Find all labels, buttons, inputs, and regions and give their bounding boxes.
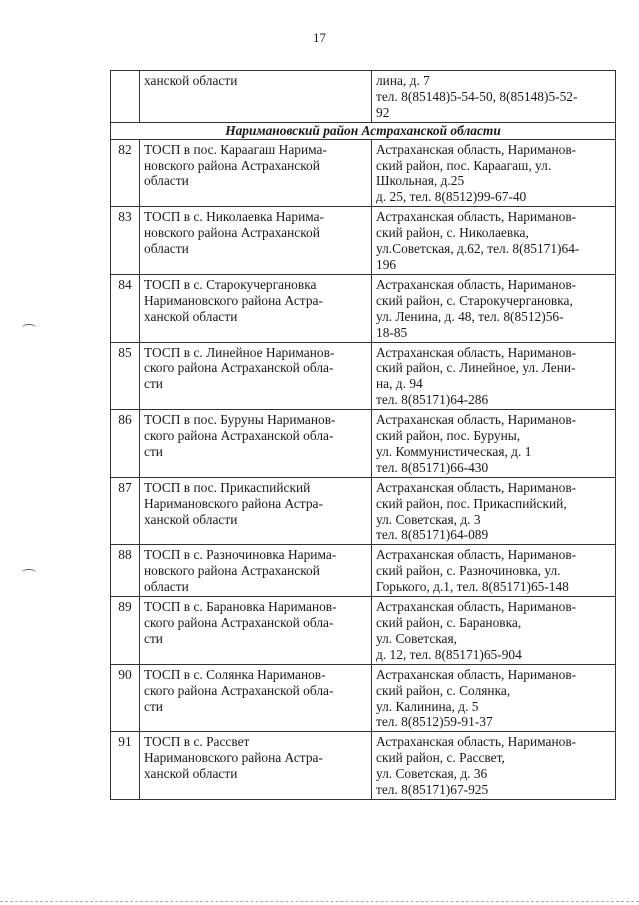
office-address-cell-line: лина, д. 7: [376, 73, 430, 88]
office-address-cell: [372, 71, 616, 123]
office-name-cell-line: ТОСП в с. Солянка Нариманов-: [144, 666, 326, 682]
office-address-cell-line: ул. Коммунистическая, д. 1: [376, 443, 532, 459]
table-row: [111, 545, 616, 597]
office-address-cell-line: д. 25, тел. 8(8512)99-67-40: [376, 189, 527, 205]
row-number-cell: 88: [111, 545, 140, 597]
scan-margin-mark: [22, 324, 36, 331]
office-name-cell: [140, 71, 372, 123]
section-heading-row: [111, 122, 616, 139]
office-address-cell-line: тел. 8(85171)64-286: [376, 392, 489, 408]
office-name-cell-line: ТОСП в с. Барановка Нариманов-: [144, 599, 337, 615]
office-address-cell-line: Астраханская область, Нариманов-: [376, 344, 577, 360]
office-address-cell-line: ский район, с. Рассвет,: [376, 750, 505, 766]
row-number-cell: [111, 71, 140, 123]
office-name-cell-line: ТОСП в с. Линейное Нариманов-: [144, 344, 335, 360]
office-name-cell-line: ТОСП в пос. Караагаш Нарима-: [144, 141, 327, 157]
office-address-cell-line: Астраханская область, Нариманов-: [376, 734, 577, 750]
row-number-cell: 89: [111, 597, 140, 665]
office-name-cell-line: ского района Астраханской обла-: [144, 682, 334, 698]
office-address-cell-line: 18-85: [376, 324, 408, 340]
office-name-cell-line: новского района Астраханской: [144, 157, 320, 173]
office-address-cell-line: ский район, пос. Караагаш, ул.: [376, 157, 552, 173]
office-name-cell: [140, 207, 372, 275]
office-name-cell-line: Наримановского района Астра-: [144, 292, 323, 308]
office-address-cell-line: Астраханская область, Нариманов-: [376, 141, 577, 157]
office-address-cell-line: ский район, с. Барановка,: [376, 615, 522, 630]
office-address-cell-line: Астраханская область, Нариманов-: [376, 276, 577, 292]
office-address-cell-line: тел. 8(85171)66-430: [376, 459, 489, 475]
office-name-cell: [140, 664, 372, 732]
office-address-cell-line: ул. Советская, д. 3: [376, 511, 481, 527]
office-address-cell-line: ский район, пос. Буруны,: [376, 428, 521, 444]
office-address-cell-line: д. 12, тел. 8(85171)65-904: [376, 646, 522, 662]
office-address-cell-line: на, д. 94: [376, 376, 423, 392]
office-name-cell-line: области: [144, 579, 189, 595]
office-name-cell-line: сти: [144, 376, 163, 392]
table-row: [111, 477, 616, 545]
office-name-cell-line: ТОСП в с. Рассвет: [144, 734, 250, 750]
row-number-cell: 87: [111, 477, 140, 545]
table-row: [111, 410, 616, 478]
office-name-cell-line: ТОСП в пос. Буруны Нариманов-: [144, 412, 336, 428]
office-name-cell: [140, 732, 372, 800]
office-address-cell-line: 196: [376, 256, 397, 272]
office-address-cell-line: Астраханская область, Нариманов-: [376, 599, 577, 615]
scan-margin-mark: [22, 569, 36, 576]
row-number-cell: 84: [111, 274, 140, 342]
table-row-continuation: [111, 71, 616, 123]
office-address-cell-line: ский район, пос. Прикаспийский,: [376, 495, 567, 511]
office-address-cell-line: ский район, с. Николаевка,: [376, 225, 529, 241]
office-name-cell-line: новского района Астраханской: [144, 225, 320, 241]
office-address-cell-line: тел. 8(8512)59-91-37: [376, 714, 493, 730]
office-name-cell: [140, 139, 372, 207]
office-name-cell-line: области: [144, 173, 189, 189]
office-address-cell: [372, 342, 616, 410]
office-address-cell-line: Астраханская область, Нариманов-: [376, 412, 577, 428]
office-address-cell: [372, 597, 616, 665]
page-number: 17: [313, 30, 326, 45]
office-address-cell-line: ский район, с. Старокучергановка,: [376, 292, 573, 308]
office-address-cell: [372, 410, 616, 478]
row-number-cell: 86: [111, 410, 140, 478]
office-name-cell-line: области: [144, 241, 189, 257]
office-name-cell-line: сти: [144, 630, 163, 646]
office-address-cell-line: Горького, д.1, тел. 8(85171)65-148: [376, 579, 569, 595]
office-address-cell-line: Школьная, д.25: [376, 173, 465, 189]
row-number-cell: 91: [111, 732, 140, 800]
office-name-cell-line: ского района Астраханской обла-: [144, 428, 334, 444]
office-address-cell-line: Астраханская область, Нариманов-: [376, 209, 577, 225]
row-number-cell: 83: [111, 207, 140, 275]
office-name-cell-line: новского района Астраханской: [144, 563, 320, 579]
office-name-cell-line: ТОСП в с. Разночиновка Нарима-: [144, 547, 337, 563]
office-address-cell-line: тел. 8(85171)67-925: [376, 782, 489, 798]
office-name-cell-line: ского района Астраханской обла-: [144, 360, 334, 376]
office-address-cell: [372, 274, 616, 342]
office-address-cell-line: тел. 8(85171)64-089: [376, 527, 489, 543]
office-address-cell-line: ул. Советская,: [376, 630, 458, 646]
office-address-cell: [372, 664, 616, 732]
section-title: Наримановский район Астраханской области: [111, 122, 616, 139]
office-address-cell: [372, 545, 616, 597]
office-address-cell: [372, 207, 616, 275]
row-number-cell: 85: [111, 342, 140, 410]
office-address-cell-line: ул. Советская, д. 36: [376, 766, 488, 782]
office-name-cell-line: ского района Астраханской обла-: [144, 615, 334, 630]
office-name-cell-line: ТОСП в с. Старокучергановка: [144, 276, 317, 292]
office-address-cell-line: 92: [376, 104, 390, 120]
office-address-cell: [372, 732, 616, 800]
office-name-cell-line: ханской области: [144, 511, 238, 527]
office-name-cell: [140, 410, 372, 478]
table-row: [111, 664, 616, 732]
office-name-cell: [140, 597, 372, 665]
office-address-cell-line: ул. Ленина, д. 48, тел. 8(8512)56-: [376, 308, 564, 324]
table-row: [111, 274, 616, 342]
office-name-cell: [140, 342, 372, 410]
row-number-cell: 82: [111, 139, 140, 207]
office-name-cell-line: сти: [144, 698, 163, 714]
office-name-cell-line: сти: [144, 443, 163, 459]
office-name-cell-line: ханской области: [144, 766, 238, 782]
table-row: [111, 207, 616, 275]
table-row: [111, 732, 616, 800]
offices-table-body: [111, 71, 616, 800]
office-address-cell-line: ский район, с. Линейное, ул. Лени-: [376, 360, 576, 376]
office-address-cell-line: Астраханская область, Нариманов-: [376, 666, 577, 682]
office-address-cell-line: тел. 8(85148)5-54-50, 8(85148)5-52-: [376, 88, 578, 104]
offices-table: [110, 70, 616, 800]
office-address-cell-line: ул. Калинина, д. 5: [376, 698, 479, 714]
office-name-cell-line: ханской области: [144, 308, 238, 324]
office-name-cell: [140, 545, 372, 597]
office-address-cell: [372, 477, 616, 545]
office-name-cell-line: Наримановского района Астра-: [144, 750, 323, 766]
office-name-cell-line: ТОСП в с. Николаевка Нарима-: [144, 209, 325, 225]
office-address-cell-line: Астраханская область, Нариманов-: [376, 479, 577, 495]
table-row: [111, 139, 616, 207]
office-address-cell-line: ский район, с. Солянка,: [376, 682, 511, 698]
office-address-cell-line: ул.Советская, д.62, тел. 8(85171)64-: [376, 241, 580, 257]
table-row: [111, 342, 616, 410]
office-name-cell: [140, 274, 372, 342]
table-row: [111, 597, 616, 665]
row-number-cell: 90: [111, 664, 140, 732]
office-address-cell-line: ский район, с. Разночиновка, ул.: [376, 563, 561, 579]
scan-bottom-edge: [0, 901, 639, 902]
office-name-cell-line: Наримановского района Астра-: [144, 495, 323, 511]
office-address-cell-line: Астраханская область, Нариманов-: [376, 547, 577, 563]
office-address-cell: [372, 139, 616, 207]
office-name-cell: [140, 477, 372, 545]
office-name-cell-line: ханской области: [144, 73, 238, 88]
office-name-cell-line: ТОСП в пос. Прикаспийский: [144, 479, 311, 495]
